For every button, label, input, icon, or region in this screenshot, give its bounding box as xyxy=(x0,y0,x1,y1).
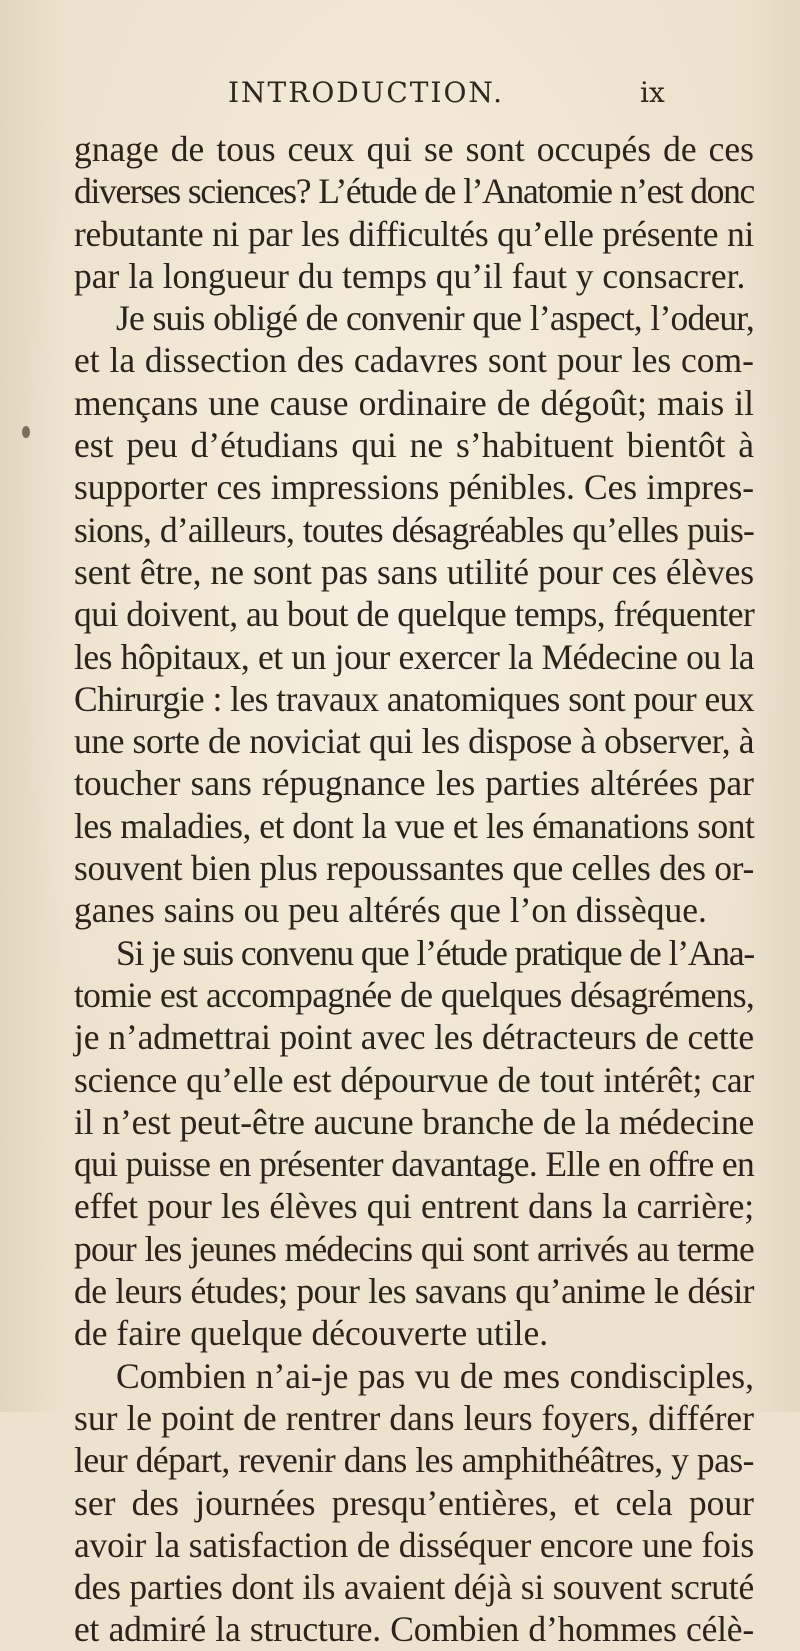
text-line: rebutante ni par les difficultés qu’elle présente ni xyxy=(74,213,754,254)
text-line: mençans une cause ordinaire de dégoût; mais il xyxy=(74,382,754,423)
text-line: il n’est peut-être aucune branche de la médecine xyxy=(74,1101,755,1142)
text-line: tomie est accompagnée de quelques désagrémens, xyxy=(74,974,754,1015)
text-line: est peu d’étudians qui ne s’habituent bientôt à xyxy=(74,425,754,466)
text-line: sent être, ne sont pas sans utilité pour ces élèves xyxy=(74,551,754,592)
text-line: et admiré la structure. Combien d’hommes célè- xyxy=(74,1609,754,1650)
text-line: sur le point de rentrer dans leurs foyers, différer xyxy=(74,1397,754,1438)
text-line: leur départ, revenir dans les amphithéâtres, y pas- xyxy=(74,1440,754,1481)
text-line: sions, d’ailleurs, toutes désagréables qu’elles puis- xyxy=(74,509,754,550)
body-text xyxy=(74,128,754,1651)
text-line: qui puisse en présenter davantage. Elle en offre en xyxy=(74,1144,754,1185)
text-line: ganes sains ou peu altérés que l’on dissèque. xyxy=(74,890,707,931)
text-line: Je suis obligé de convenir que l’aspect, l’odeur, xyxy=(116,298,754,339)
running-title: INTRODUCTION. xyxy=(228,76,505,109)
text-line: toucher sans répugnance les parties altérées par xyxy=(74,763,754,804)
text-line: Chirurgie : les travaux anatomiques sont pour eux xyxy=(74,678,754,719)
text-line: les hôpitaux, et un jour exercer la Médecine ou la xyxy=(74,636,754,677)
text-line: supporter ces impressions pénibles. Ces impres- xyxy=(74,467,754,508)
text-line: gnage de tous ceux qui se sont occupés de ces xyxy=(74,129,754,169)
text-line: une sorte de noviciat qui les dispose à observer, à xyxy=(74,721,755,762)
text-line: je n’admettrai point avec les détracteurs de cette xyxy=(74,1017,755,1058)
text-line: de faire quelque découverte utile. xyxy=(74,1313,549,1354)
text-line: les maladies, et dont la vue et les émanations sont xyxy=(74,805,755,846)
text-line: diverses sciences? L’étude de l’Anatomie n’est donc xyxy=(74,171,754,212)
text-line: Si je suis convenu que l’étude pratique de l’Ana- xyxy=(116,932,754,973)
text-line: effet pour les élèves qui entrent dans la carrière; xyxy=(74,1186,754,1227)
text-line: de leurs études; pour les savans qu’anime le désir xyxy=(74,1271,754,1312)
text-line: ser des journées presqu’entières, et cela pour xyxy=(74,1482,754,1523)
text-line: souvent bien plus repoussantes que celles des or- xyxy=(74,848,754,889)
text-line: pour les jeunes médecins qui sont arrivés au terme xyxy=(74,1228,754,1269)
page-header xyxy=(0,76,800,116)
text-line: avoir la satisfaction de disséquer encore une fois xyxy=(74,1524,754,1565)
text-line: des parties dont ils avaient déjà si souvent scruté xyxy=(74,1567,754,1608)
text-line: et la dissection des cadavres sont pour les com- xyxy=(74,340,754,381)
text-line: par la longueur du temps qu’il faut y consacrer. xyxy=(74,255,746,296)
text-line: science qu’elle est dépourvue de tout intérêt; car xyxy=(74,1059,754,1100)
page-number: ix xyxy=(640,76,665,109)
text-line: Combien n’ai-je pas vu de mes condisciples, xyxy=(116,1355,754,1396)
margin-ink-spot xyxy=(22,426,30,438)
text-line: qui doivent, au bout de quelque temps, fréquenter xyxy=(74,594,755,635)
